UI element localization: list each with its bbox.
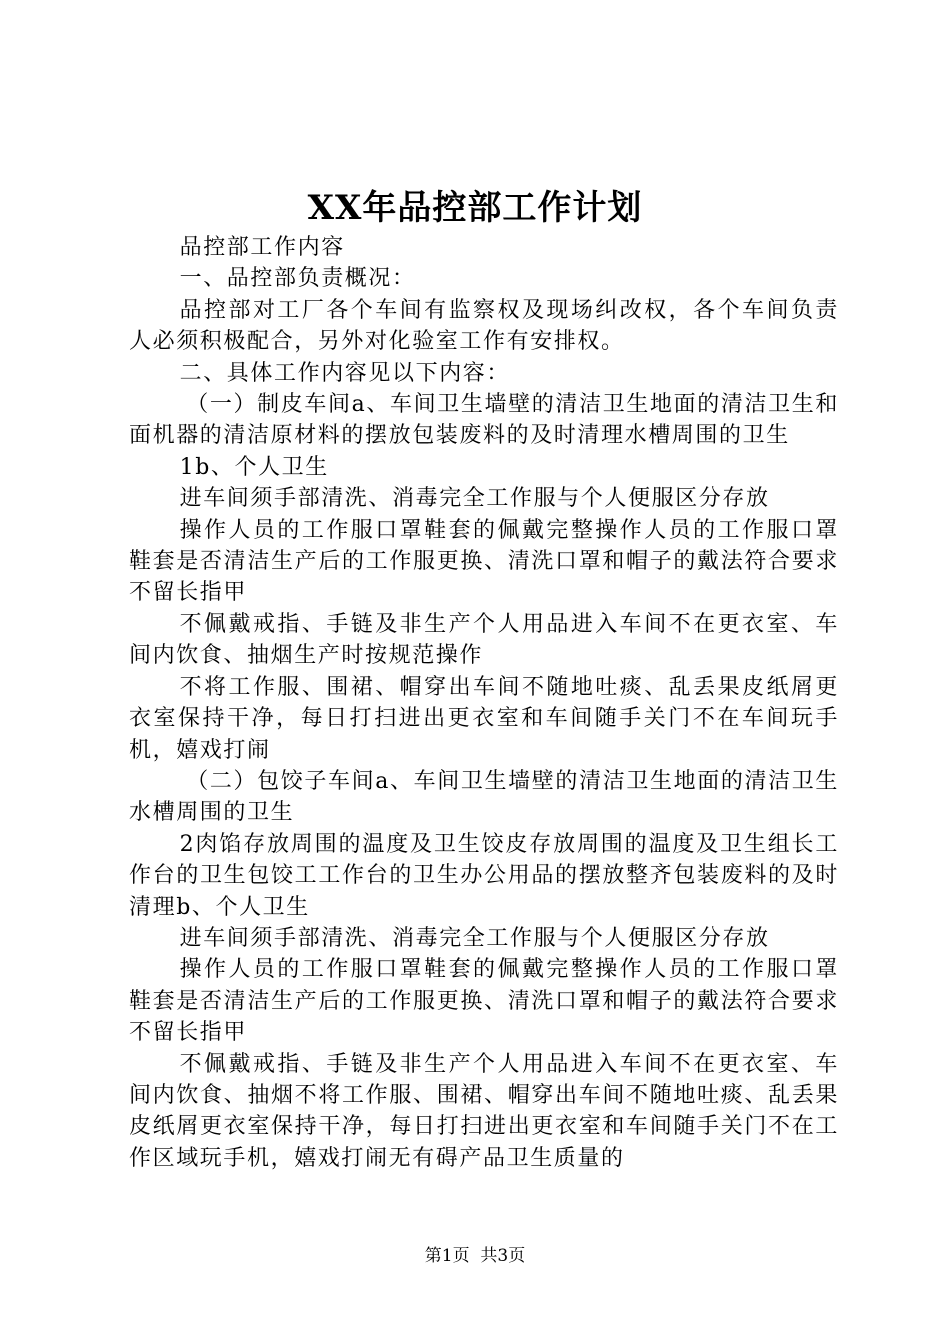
paragraph: 二、具体工作内容见以下内容： — [179, 360, 510, 386]
paragraph: 品控部对工厂各个车间有监察权及现场纠改权，各个车间负责人必须积极配合，另外对化验室工作有安排权。 — [129, 297, 839, 355]
page-footer — [0, 1244, 950, 1268]
paragraph: 2肉馅存放周围的温度及卫生饺皮存放周围的温度及卫生组长工作台的卫生包饺工工作台的卫生办公用品的摆放整齐包装废料的及时清理b、个人卫生 — [129, 831, 839, 920]
document-title: XX年品控部工作计划 — [307, 188, 643, 228]
paragraph: 进车间须手部清洗、消毒完全工作服与个人便服区分存放 — [179, 925, 770, 951]
paragraph: 品控部工作内容 — [179, 235, 345, 260]
page-total: 共3页 — [480, 1246, 526, 1266]
document-body — [129, 232, 839, 1174]
paragraph: （二）包饺子车间a、车间卫生墙壁的清洁卫生地面的清洁卫生水槽周围的卫生 — [129, 768, 839, 826]
paragraph: 不将工作服、围裙、帽穿出车间不随地吐痰、乱丢果皮纸屑更衣室保持干净，每日打扫进出更衣室和车间随手关门不在车间玩手机，嬉戏打闹 — [129, 674, 839, 763]
paragraph: 一、品控部负责概况： — [179, 266, 416, 292]
paragraph: （一）制皮车间a、车间卫生墙壁的清洁卫生地面的清洁卫生和面机器的清洁原材料的摆放包装废料的及时清理水槽周围的卫生 — [129, 392, 839, 449]
paragraph: 不佩戴戒指、手链及非生产个人用品进入车间不在更衣室、车间内饮食、抽烟不将工作服、围裙、帽穿出车间不随地吐痰、乱丢果皮纸屑更衣室保持干净，每日打扫进出更衣室和车间随手关门不在工作区域玩手机，嬉戏打闹无有碍产品卫生质量的 — [129, 1051, 839, 1171]
paragraph: 1b、个人卫生 — [179, 454, 329, 480]
paragraph: 操作人员的工作服口罩鞋套的佩戴完整操作人员的工作服口罩鞋套是否清洁生产后的工作服更换、清洗口罩和帽子的戴法符合要求不留长指甲 — [129, 517, 839, 606]
paragraph: 操作人员的工作服口罩鞋套的佩戴完整操作人员的工作服口罩鞋套是否清洁生产后的工作服更换、清洗口罩和帽子的戴法符合要求不留长指甲 — [129, 957, 839, 1046]
paragraph: 进车间须手部清洗、消毒完全工作服与个人便服区分存放 — [179, 486, 770, 512]
page-number: 第1页 — [424, 1246, 470, 1266]
paragraph: 不佩戴戒指、手链及非生产个人用品进入车间不在更衣室、车间内饮食、抽烟生产时按规范操作 — [129, 611, 839, 669]
